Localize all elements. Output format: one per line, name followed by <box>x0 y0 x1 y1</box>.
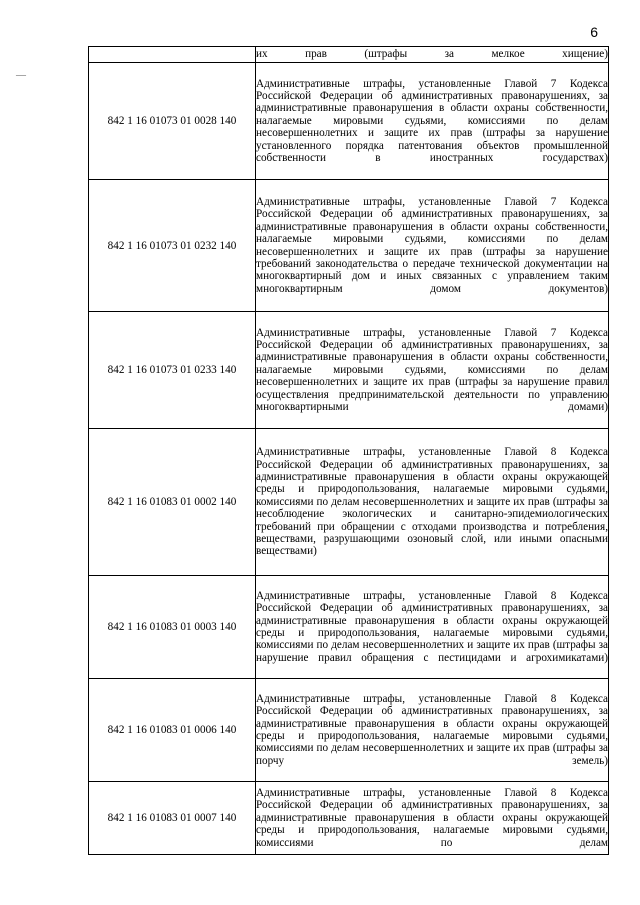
table-row <box>89 679 609 782</box>
margin-mark: — <box>16 70 26 81</box>
revenue-description: Административные штрафы, установленные Главой 7 Кодекса Российской Федерации об административных правонарушениях, за административные правонарушения в области охраны собственности, налагаемые мировыми судьями, комиссиями по делам несовершеннолетних и защите их прав (штрафы за нарушение требований законодательства о передаче технической документации на многоквартирный дом и иных связанных с управлением таким многоквартирным домом документов) <box>256 195 608 295</box>
revenue-description-cell <box>256 63 609 180</box>
revenue-description: Административные штрафы, установленные Главой 7 Кодекса Российской Федерации об административных правонарушениях, за административные правонарушения в области охраны собственности, налагаемые мировыми судьями, комиссиями по делам несовершеннолетних и защите их прав (штрафы за нарушение правил осуществления предпринимательской деятельности по управлению многоквартирными домами) <box>256 326 608 414</box>
budget-classification-code <box>89 47 256 63</box>
revenue-description-cell <box>256 576 609 679</box>
revenue-description-cell <box>256 429 609 576</box>
budget-codes-table <box>88 46 609 855</box>
table-row <box>89 47 609 63</box>
budget-classification-code: 842 1 16 01083 01 0003 140 <box>89 576 256 679</box>
budget-classification-code: 842 1 16 01083 01 0002 140 <box>89 429 256 576</box>
table-row <box>89 180 609 312</box>
revenue-description: Административные штрафы, установленные Главой 7 Кодекса Российской Федерации об административных правонарушениях, за административные правонарушения в области охраны собственности, налагаемые мировыми судьями, комиссиями по делам несовершеннолетних и защите их прав (штрафы за нарушение установленного порядка патентования объектов промышленной собственности в иностранных государствах) <box>256 77 608 165</box>
budget-classification-code: 842 1 16 01083 01 0007 140 <box>89 782 256 855</box>
table-row <box>89 782 609 855</box>
revenue-description-cell <box>256 679 609 782</box>
revenue-description: Административные штрафы, установленные Главой 8 Кодекса Российской Федерации об административных правонарушениях, за административные правонарушения в области охраны окружающей среды и природопользования, налагаемые мировыми судьями, комиссиями по делам несовершеннолетних и защите их прав (штрафы за нарушение правил обращения с пестицидами и агрохимикатами) <box>256 589 608 664</box>
page-number: 6 <box>590 24 598 40</box>
table-row <box>89 576 609 679</box>
revenue-description: их прав (штрафы за мелкое хищение) <box>256 48 608 61</box>
revenue-description-cell <box>256 312 609 429</box>
table-row <box>89 312 609 429</box>
revenue-description-cell <box>256 782 609 855</box>
table-row <box>89 429 609 576</box>
table-row <box>89 63 609 180</box>
revenue-description-cell <box>256 180 609 312</box>
budget-classification-code: 842 1 16 01083 01 0006 140 <box>89 679 256 782</box>
revenue-description: Административные штрафы, установленные Главой 8 Кодекса Российской Федерации об административных правонарушениях, за административные правонарушения в области охраны окружающей среды и природопользования, налагаемые мировыми судьями, комиссиями по делам несовершеннолетних и защите их прав (штрафы за порчу земель) <box>256 692 608 767</box>
revenue-description: Административные штрафы, установленные Главой 8 Кодекса Российской Федерации об административных правонарушениях, за административные правонарушения в области охраны окружающей среды и природопользования, налагаемые мировыми судьями, комиссиями по делам несовершеннолетних и защите их прав (штрафы за несоблюдение экологических и санитарно-эпидемиологических требований при обращении с отходами производства и потребления, веществами, разрушающими озоновый слой, или иными опасными веществами) <box>256 446 608 558</box>
budget-classification-code: 842 1 16 01073 01 0232 140 <box>89 180 256 312</box>
revenue-description: Административные штрафы, установленные Главой 8 Кодекса Российской Федерации об административных правонарушениях, за административные правонарушения в области охраны окружающей среды и природопользования, налагаемые мировыми судьями, комиссиями по делам <box>256 786 608 849</box>
budget-classification-code: 842 1 16 01073 01 0028 140 <box>89 63 256 180</box>
revenue-description-cell <box>256 47 609 63</box>
budget-classification-code: 842 1 16 01073 01 0233 140 <box>89 312 256 429</box>
